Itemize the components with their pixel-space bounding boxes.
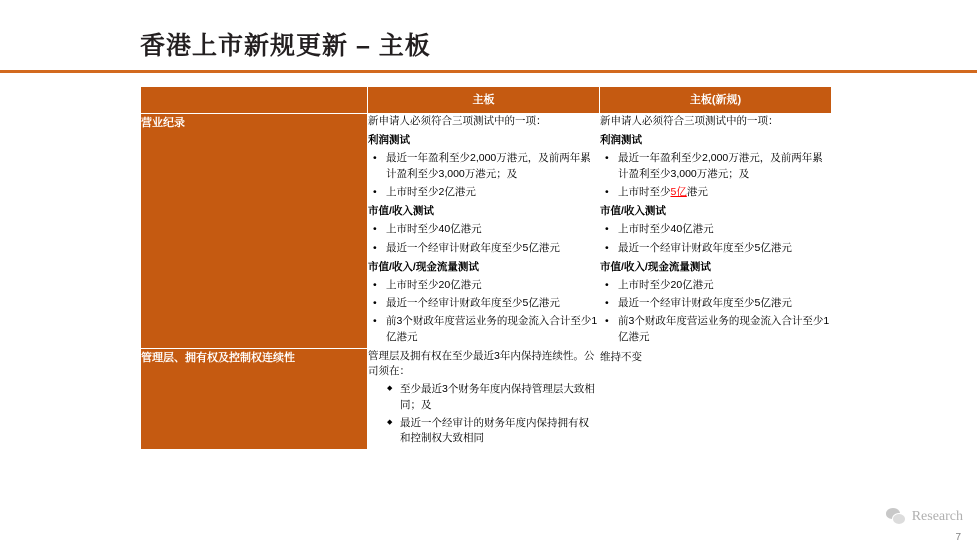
list-item: • 前3个财政年度营运业务的现金流入合计至少1亿港元: [384, 314, 599, 344]
subheading-mcap-revenue-cashflow-test: 市值/收入/现金流量测试: [600, 260, 711, 273]
header-current: 主板: [368, 87, 600, 114]
list-item: ◆ 最近一个经审计的财务年度内保持拥有权和控制权大致相同: [398, 416, 599, 446]
header-new: 主板(新规): [600, 87, 832, 114]
text-suffix: 港元: [686, 185, 708, 198]
table-row: [141, 114, 832, 349]
title-area: [0, 0, 977, 72]
list-item: • 上市时至少2亿港元: [384, 185, 599, 200]
list-mcap-revenue-cashflow-test: [368, 278, 599, 345]
list-item: ◆ 至少最近3个财务年度内保持管理层大致相同；及: [398, 382, 599, 412]
subheading-profit-test: 利润测试: [600, 134, 642, 147]
list-item: • 最近一个经审计财政年度至少5亿港元: [616, 241, 831, 256]
sublist: [384, 382, 599, 446]
list-mcap-revenue-test: [368, 222, 599, 255]
page-title: 香港上市新规更新 – 主板: [140, 32, 431, 60]
comparison-table: [140, 86, 832, 450]
list-item-highlighted: [616, 185, 831, 200]
watermark-label: Research: [911, 508, 963, 524]
subheading-profit-test: 利润测试: [368, 134, 410, 147]
page-number: 7: [955, 532, 961, 543]
intro-text: 管理层及拥有权在至少最近3年内保持连续性。公司须在：: [368, 349, 595, 378]
list-item: • 上市时至少20亿港元: [616, 278, 831, 293]
subheading-mcap-revenue-cashflow-test: 市值/收入/现金流量测试: [368, 260, 479, 273]
list-profit-test: [368, 151, 599, 200]
list-item: • 上市时至少40亿港元: [616, 222, 831, 237]
intro-text: 新申请人必须符合三项测试中的一项：: [368, 115, 547, 127]
table-header-row: [141, 87, 832, 114]
cell-track-record-new: [600, 114, 832, 349]
wechat-watermark: [886, 508, 963, 525]
cell-management-continuity-new: 维持不变: [600, 348, 832, 449]
list-item: • 前3个财政年度营运业务的现金流入合计至少1亿港元: [616, 314, 831, 344]
text-prefix: 上市时至少: [618, 185, 671, 198]
wechat-icon: [886, 508, 906, 525]
list-item: • 最近一年盈利至少2,000万港元，及前两年累计盈利至少3,000万港元；及: [384, 151, 599, 181]
list-item: • 最近一个经审计财政年度至少5亿港元: [384, 241, 599, 256]
intro-text: 新申请人必须符合三项测试中的一项：: [600, 115, 779, 127]
highlighted-value: 5亿: [670, 185, 687, 198]
subheading-mcap-revenue-test: 市值/收入测试: [368, 205, 434, 218]
table-row: [141, 348, 832, 449]
header-blank: [141, 87, 368, 114]
list-management-continuity: [368, 382, 599, 446]
list-item: • 最近一个经审计财政年度至少5亿港元: [384, 296, 599, 311]
list-mcap-revenue-test: [600, 222, 831, 255]
list-item: • 上市时至少20亿港元: [384, 278, 599, 293]
list-item: • 上市时至少40亿港元: [384, 222, 599, 237]
cell-track-record-current: [368, 114, 600, 349]
title-divider: [0, 70, 977, 73]
list-mcap-revenue-cashflow-test: [600, 278, 831, 345]
row-label-track-record: 营业纪录: [141, 114, 368, 349]
list-item: • 最近一个经审计财政年度至少5亿港元: [616, 296, 831, 311]
cell-management-continuity-current: [368, 348, 600, 449]
list-item: • 最近一年盈利至少2,000万港元，及前两年累计盈利至少3,000万港元；及: [616, 151, 831, 181]
list-profit-test: [600, 151, 831, 200]
row-label-management-continuity: 管理层、拥有权及控制权连续性: [141, 348, 368, 449]
subheading-mcap-revenue-test: 市值/收入测试: [600, 205, 666, 218]
